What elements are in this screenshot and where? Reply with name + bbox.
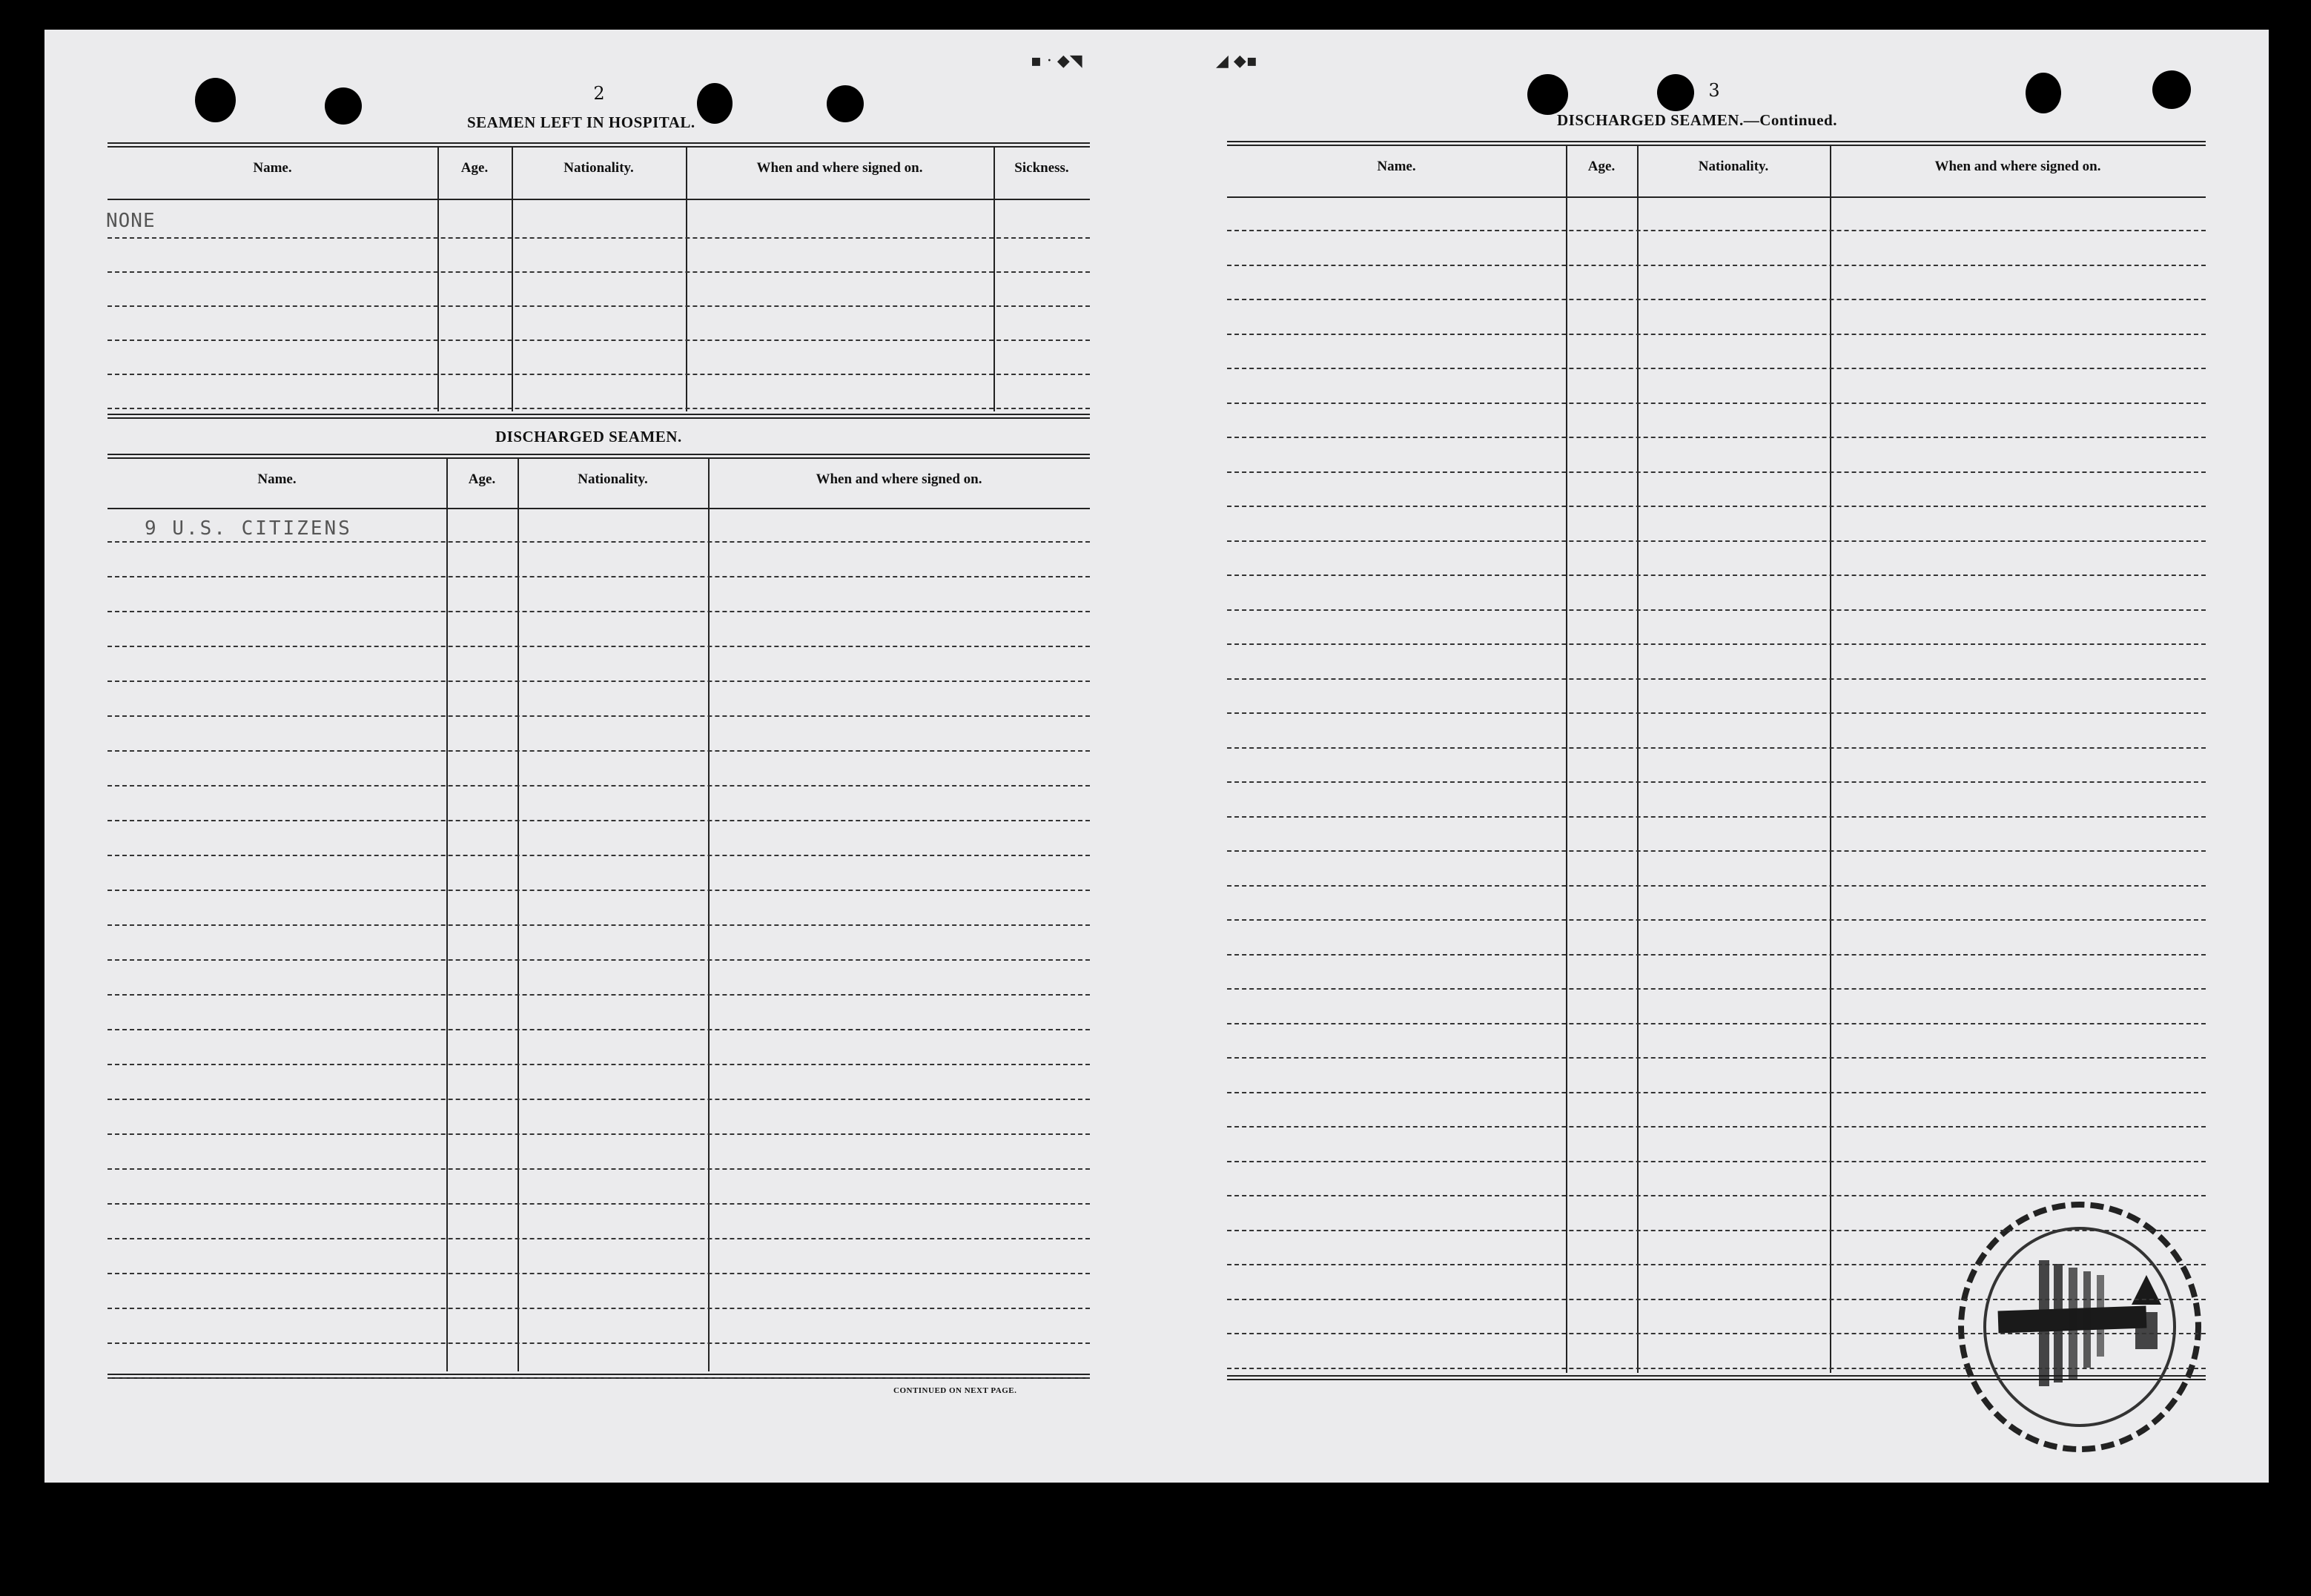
ledger-row-line — [1227, 1195, 2206, 1196]
ledger-row-line — [1227, 265, 2206, 266]
column-header-age: Age. — [460, 160, 489, 176]
ledger-row-line — [1227, 506, 2206, 507]
rule-top-discharged — [108, 454, 1090, 459]
column-header-name: Name. — [257, 471, 297, 487]
ledger-row-line — [108, 1099, 1090, 1100]
section-title-hospital: SEAMEN LEFT IN HOSPITAL. — [467, 113, 695, 131]
ledger-row-line — [108, 681, 1090, 682]
column-header-name: Name. — [1377, 159, 1416, 174]
ledger-row-line — [1227, 1264, 2206, 1265]
ledger-row-line — [1227, 575, 2206, 576]
ledger-row-line — [1227, 437, 2206, 438]
ledger-row-line — [1227, 1161, 2206, 1162]
ledger-row-line — [1227, 1057, 2206, 1059]
header-underline — [108, 199, 1090, 200]
ledger-row-line — [1227, 954, 2206, 956]
ledger-row-line — [108, 820, 1090, 821]
column-divider — [446, 458, 448, 1371]
ledger-row-line — [108, 715, 1090, 717]
ledger-row-line — [108, 1168, 1090, 1170]
ledger-row-line — [1227, 988, 2206, 990]
ledger-row-line — [1227, 334, 2206, 335]
punch-hole — [827, 85, 864, 122]
column-divider — [708, 458, 710, 1371]
speck-marks: ▪ · ◆◥ — [1031, 52, 1082, 70]
column-header-nationality: Nationality. — [1698, 159, 1769, 174]
column-divider — [512, 147, 513, 411]
ledger-row-line — [108, 305, 1090, 307]
punch-hole — [2026, 73, 2061, 113]
ledger-row-line — [1227, 609, 2206, 611]
rule-bottom-hospital — [108, 414, 1090, 419]
discharged-entry: 9 U.S. CITIZENS — [145, 517, 352, 540]
column-header-sickness: Sickness. — [1014, 160, 1069, 176]
column-divider — [994, 147, 995, 411]
ledger-row-line — [108, 994, 1090, 996]
column-header-when-and-where-signed-on: When and where signed on. — [816, 471, 982, 487]
ledger-row-line — [1227, 781, 2206, 783]
ledger-row-line — [108, 1133, 1090, 1135]
ledger-row-line — [108, 959, 1090, 961]
ledger-row-line — [108, 785, 1090, 787]
section-title-discharged-continued: DISCHARGED SEAMEN.—Continued. — [1557, 111, 1837, 129]
ledger-row-line — [1227, 1230, 2206, 1231]
ledger-row-line — [108, 1377, 1090, 1379]
continued-note: CONTINUED ON NEXT PAGE. — [893, 1386, 1017, 1395]
column-header-when-and-where-signed-on: When and where signed on. — [1934, 159, 2101, 174]
column-header-when-and-where-signed-on: When and where signed on. — [756, 160, 923, 176]
ledger-row-line — [1227, 712, 2206, 714]
ledger-row-line — [108, 890, 1090, 891]
ledger-row-line — [108, 750, 1090, 752]
column-header-name: Name. — [253, 160, 292, 176]
ledger-row-line — [1227, 1333, 2206, 1334]
column-header-nationality: Nationality. — [578, 471, 648, 487]
ledger-row-line — [108, 1029, 1090, 1030]
ledger-row-line — [1227, 919, 2206, 921]
ledger-row-line — [108, 1238, 1090, 1239]
column-divider — [1637, 145, 1639, 1373]
page-number-left: 2 — [593, 83, 605, 104]
column-divider — [686, 147, 687, 411]
ledger-row-line — [108, 646, 1090, 647]
ledger-row-line — [1227, 1368, 2206, 1369]
ledger-row-line — [1227, 368, 2206, 369]
ledger-row-line — [108, 541, 1090, 543]
ledger-row-line — [1227, 885, 2206, 887]
ledger-row-line — [1227, 1299, 2206, 1300]
punch-hole — [2152, 70, 2191, 109]
punch-hole — [697, 83, 733, 124]
ledger-row-line — [1227, 643, 2206, 645]
ledger-row-line — [108, 1064, 1090, 1065]
header-underline — [108, 508, 1090, 509]
ledger-row-line — [108, 237, 1090, 239]
rule-top-hospital — [108, 142, 1090, 148]
ledger-row-line — [108, 408, 1090, 409]
document-sheet — [44, 30, 2269, 1483]
column-header-age: Age. — [1587, 159, 1616, 174]
ledger-row-line — [1227, 678, 2206, 680]
ledger-row-line — [108, 271, 1090, 273]
ledger-row-line — [108, 340, 1090, 341]
hospital-entry: NONE — [106, 210, 156, 232]
immigration-stamp — [1950, 1193, 2209, 1460]
ledger-row-line — [108, 924, 1090, 926]
column-divider — [437, 147, 439, 411]
punch-hole — [195, 78, 236, 122]
ledger-row-line — [1227, 471, 2206, 473]
page-number-right: 3 — [1708, 80, 1720, 101]
ledger-row-line — [1227, 540, 2206, 542]
ledger-row-line — [1227, 850, 2206, 852]
ledger-row-line — [1227, 403, 2206, 404]
punch-hole — [1527, 74, 1568, 115]
ledger-row-line — [108, 1203, 1090, 1205]
ledger-row-line — [1227, 230, 2206, 231]
column-divider — [1566, 145, 1567, 1373]
rule-top-right — [1227, 141, 2206, 146]
ledger-row-line — [1227, 747, 2206, 749]
section-title-discharged: DISCHARGED SEAMEN. — [495, 428, 682, 446]
punch-hole — [325, 87, 362, 125]
ledger-row-line — [1227, 1126, 2206, 1128]
column-header-nationality: Nationality. — [563, 160, 634, 176]
column-divider — [1830, 145, 1831, 1373]
speck-marks: ◢ ◆▪ — [1216, 52, 1257, 70]
ledger-row-line — [1227, 1092, 2206, 1093]
ledger-row-line — [108, 576, 1090, 577]
ledger-row-line — [1227, 299, 2206, 300]
column-header-age: Age. — [468, 471, 496, 487]
ledger-row-line — [1227, 816, 2206, 818]
ledger-row-line — [108, 374, 1090, 375]
ledger-row-line — [108, 1273, 1090, 1274]
ledger-row-line — [108, 1308, 1090, 1309]
ledger-row-line — [1227, 1023, 2206, 1024]
ledger-row-line — [108, 1342, 1090, 1344]
column-divider — [518, 458, 519, 1371]
ledger-row-line — [108, 611, 1090, 612]
punch-hole — [1657, 74, 1694, 111]
ledger-row-line — [108, 855, 1090, 856]
header-underline — [1227, 196, 2206, 198]
